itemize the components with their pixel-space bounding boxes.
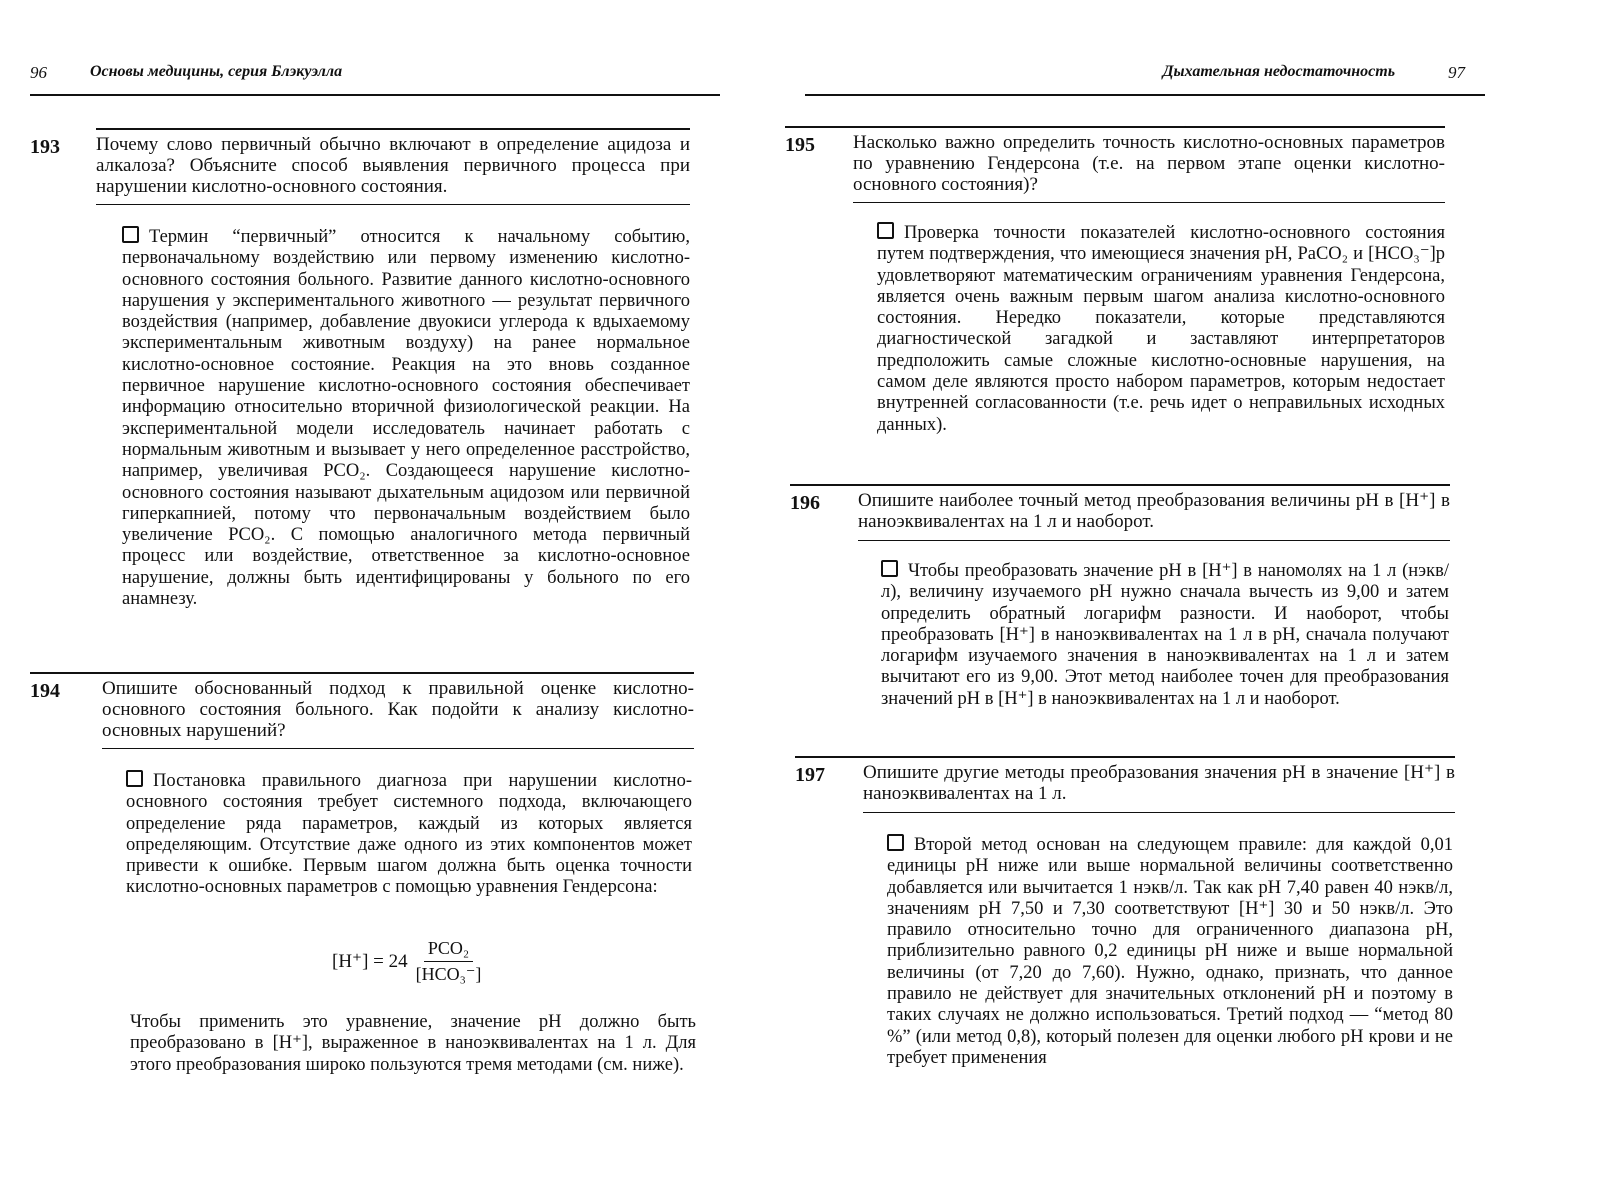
question-text: Опишите обоснованный подход к правильной оценке кислотно-основного состояния больного. Как подойти к анализу кислотно-основных нарушений?: [102, 678, 694, 741]
answer-text: Термин “первичный” относится к начальному событию, первоначальному воздействию или первому изменению кислотно-основного состояния больного. Развитие данного кислотно-основного нарушения у экспериментального животного — результат первичного воздействия (например, добавление двуокиси углерода к вдыхаемому экспериментальным животным воздуху) на ранее нормальное кислотно-основное состояние. Реакция на это вновь созданное первичное нарушение кислотно-основного состояния обеспечивает информацию относительно вторичной физиологической реакции. На экспериментальной модели исследователь начинает работать с нормальным животным и вызывает у него определенное расстройство, например, увеличивая PCO₂. Создающееся нарушение кислотно-основного состояния называют дыхательным ацидозом или первичной гиперкапнией, потому что первоначальным воздействием было увеличение PCO₂. С помощью аналогичного метода первичный процесс или воздействие, ответственное за кислотно-основное нарушение, должны быть идентифицированы у больного по его анамнезу.: [122, 227, 690, 610]
checkbox-icon: [887, 834, 904, 851]
formula-denominator: [HCO₃⁻]: [415, 964, 482, 984]
question-text: Почему слово первичный обычно включают в определение ацидоза и алкалоза? Объясните способ выявления первичного процесса при нарушении кислотно-основного состояния.: [96, 134, 690, 197]
question-number: 195: [785, 134, 815, 156]
answer-196: [881, 560, 1449, 710]
running-header: [30, 60, 720, 96]
right-page: [785, 0, 1485, 1177]
henderson-equation: [332, 938, 485, 985]
running-title: Основы медицины, серия Блэкуэлла: [90, 63, 343, 80]
answer-195: [877, 222, 1445, 436]
formula-fraction: [412, 938, 486, 985]
question-text: Насколько важно определить точность кислотно-основных параметров по уравнению Гендерсона (т.е. на первом этапе оценки кислотно-основного состояния)?: [853, 132, 1445, 195]
answer-text: Чтобы применить это уравнение, значение pH должно быть преобразовано в [H⁺], выраженное в наноэквивалентах на 1 л. Для этого преобразования широко пользуются тремя методами (см. ниже).: [130, 1012, 696, 1075]
answer-197: [887, 834, 1453, 1069]
running-title: Дыхательная недостаточность: [1162, 63, 1395, 80]
running-header: [805, 60, 1485, 96]
question-text: Опишите другие методы преобразования значения pH в значение [H⁺] в наноэквивалентах на 1 л.: [863, 762, 1455, 804]
formula-lhs: [H⁺] = 24: [332, 951, 408, 972]
answer-193: [122, 226, 690, 610]
checkbox-icon: [126, 770, 143, 787]
formula-numerator: PCO₂: [424, 938, 473, 962]
answer-text: Чтобы преобразовать значение pH в [H⁺] в наномолях на 1 л (нэкв/л), величину изучаемого pH нужно сначала вычесть из 9,00 и затем определить обратный логарифм разности. И наоборот, чтобы преобразовать [H⁺] в наноэквивалентах на 1 л в pH, сначала получают логарифм изучаемого значения в наноэквивалентах на 1 л и затем вычитают его из 9,00. Этот метод наиболее точен для преобразования значений pH в [H⁺] в наноэквивалентах на 1 л и наоборот.: [881, 561, 1449, 709]
question-number: 197: [795, 764, 825, 786]
answer-text: Постановка правильного диагноза при нарушении кислотно-основного состояния требует системного подхода, включающего определение ряда параметров, каждый из которых является определяющим. Отсутствие даже одного из этих компонентов может привести к ошибке. Первым шагом должна быть оценка точности кислотно-основных параметров с помощью уравнения Гендерсона:: [126, 771, 692, 898]
question-text: Опишите наиболее точный метод преобразования величины pH в [H⁺] в наноэквивалентах на 1 л и наоборот.: [858, 490, 1450, 532]
answer-194: [126, 770, 692, 899]
question-number: 196: [790, 492, 820, 514]
answer-text: Проверка точности показателей кислотно-основного состояния путем подтверждения, что имеющиеся значения pH, PaCO₂ и [HCO₃⁻]p удовлетворяют математическим ограничениям уравнения Гендерсона, является очень важным первым шагом анализа кислотно-основного состояния. Нередко показатели, которые представляются диагностической загадкой и заставляют интерпретаторов предположить самые сложные кислотно-основные нарушения, на самом деле являются просто набором параметров, которым недостает внутренней согласованности (т.е. речь идет о неправильных исходных данных).: [877, 223, 1445, 435]
checkbox-icon: [122, 226, 139, 243]
page-number: 97: [1448, 63, 1465, 82]
answer-text: Второй метод основан на следующем правиле: для каждой 0,01 единицы pH ниже или выше нормальной величины соответственно добавляется или вычитается 1 нэкв/л. Так как pH 7,40 равен 40 нэкв/л, значениям pH 7,50 и 7,30 соответствуют [H⁺] 30 и 50 нэкв/л. Это правило относительно точно для ограниченного диапазона pH, приблизительно равного 0,2 единицы pH ниже и выше нормальной величины (от 7,20 до 7,60). Нужно, однако, признать, что данное правило не действует для значительных отклонений pH и поэтому в таких случаях не должно использоваться. Третий подход — “метод 80 %” (или метод 0,8), который полезен для оценки любого pH крови и не требует применения: [887, 835, 1453, 1068]
question-number: 194: [30, 680, 60, 702]
answer-194-continued: [130, 1012, 696, 1076]
question-number: 193: [30, 136, 60, 158]
page-number: 96: [30, 63, 47, 82]
checkbox-icon: [881, 560, 898, 577]
checkbox-icon: [877, 222, 894, 239]
left-page: [30, 0, 720, 1177]
